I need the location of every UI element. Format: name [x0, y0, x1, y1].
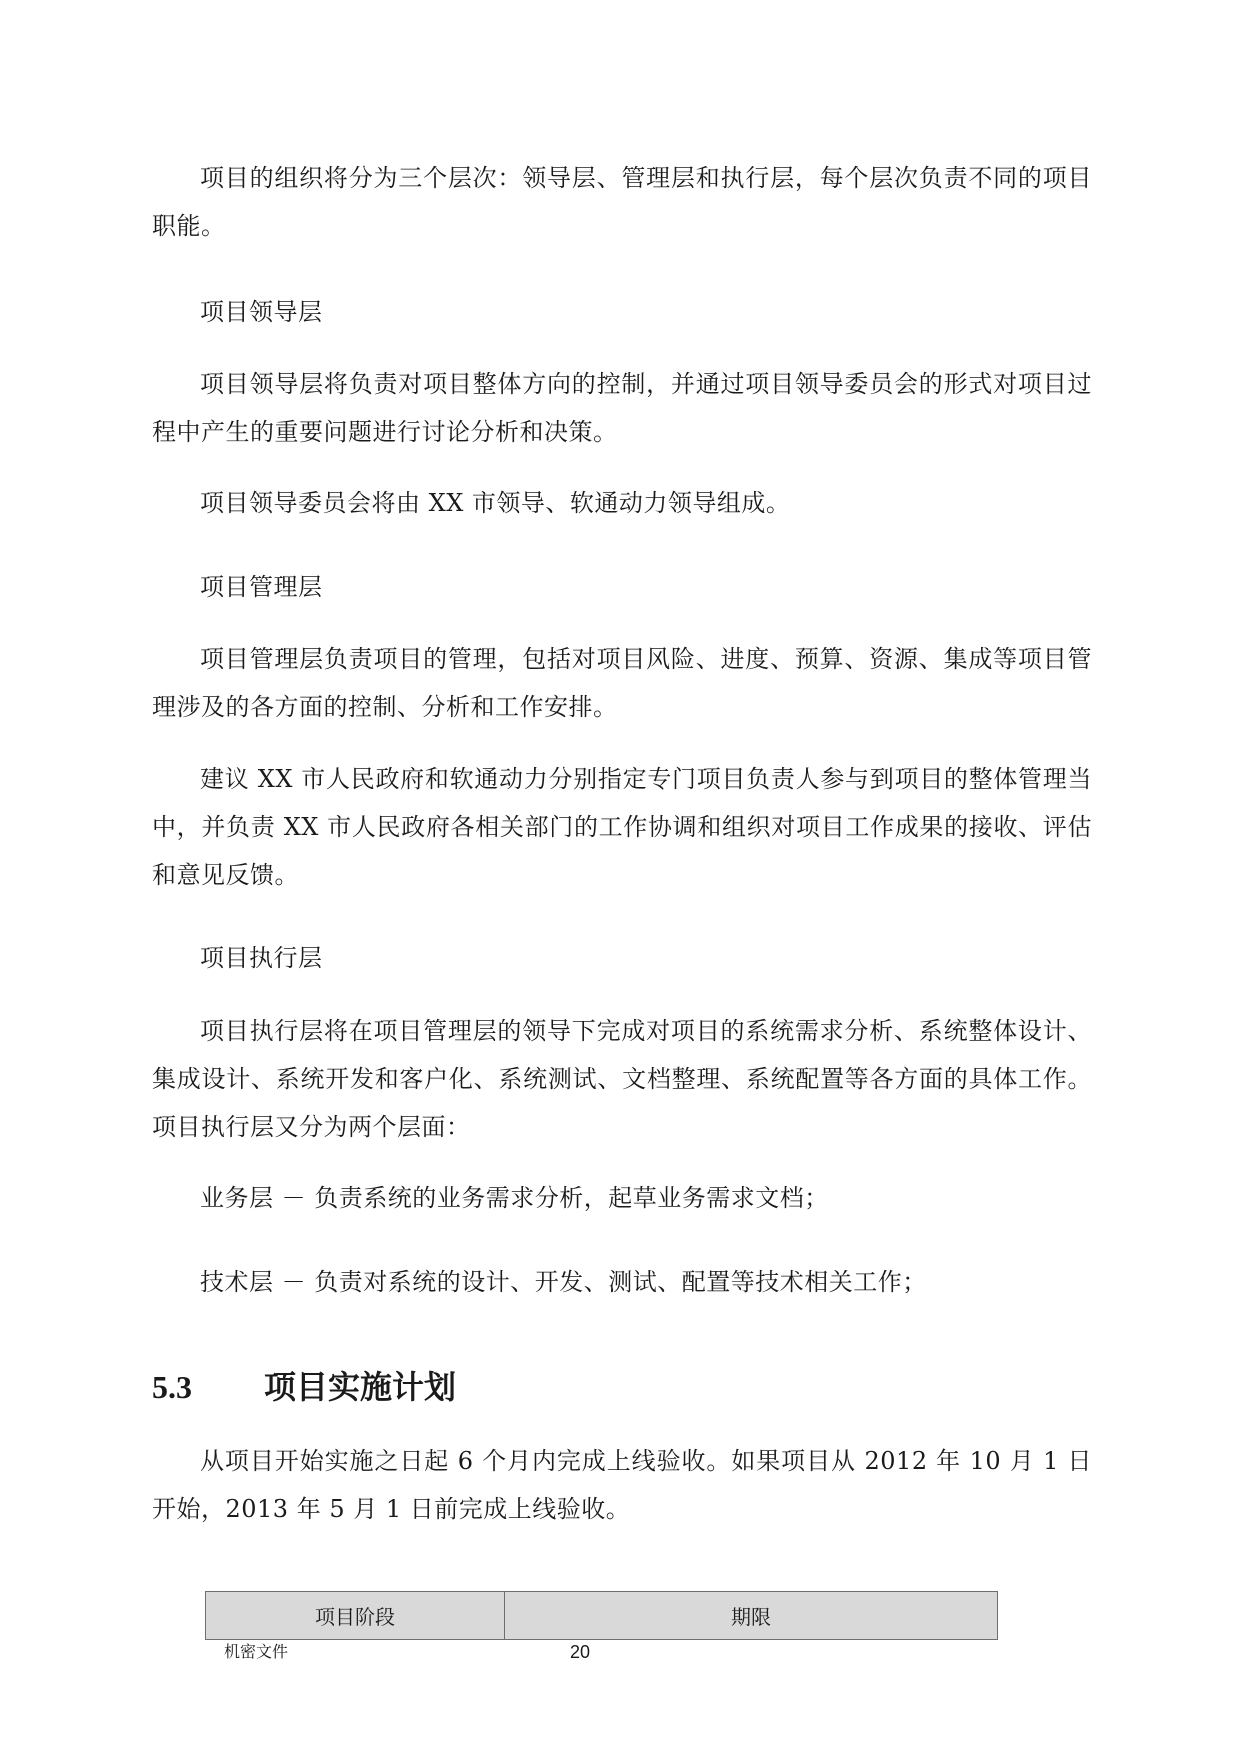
column-header-deadline: 期限 — [505, 1592, 998, 1640]
paragraph-leadership: 项目领导层将负责对项目整体方向的控制，并通过项目领导委员会的形式对项目过程中产生的重要问题进行讨论分析和决策。 — [152, 370, 1092, 446]
footer-page-number: 20 — [570, 1642, 591, 1662]
paragraph-schedule: 从项目开始实施之日起 6 个月内完成上线验收。如果项目从 2012 年 10 月 1 日开始，2013 年 5 月 1 日前完成上线验收。 — [152, 1447, 1092, 1523]
list-item-technical-layer: 技术层 － 负责对系统的设计、开发、测试、配置等技术相关工作； — [200, 1268, 927, 1296]
section-number: 5.3 — [152, 1369, 192, 1405]
paragraph-committee: 项目领导委员会将由 XX 市领导、软通动力领导组成。 — [200, 489, 791, 517]
table-header-row — [206, 1592, 998, 1640]
paragraph-management: 项目管理层负责项目的管理，包括对项目风险、进度、预算、资源、集成等项目管理涉及的各方面的控制、分析和工作安排。 — [152, 645, 1092, 721]
subheading-execution: 项目执行层 — [200, 944, 323, 972]
schedule-table — [205, 1591, 998, 1640]
subheading-leadership: 项目领导层 — [200, 298, 323, 326]
column-header-phase: 项目阶段 — [206, 1592, 505, 1640]
subheading-management: 项目管理层 — [200, 573, 323, 601]
paragraph-execution: 项目执行层将在项目管理层的领导下完成对项目的系统需求分析、系统整体设计、集成设计、系统开发和客户化、系统测试、文档整理、系统配置等各方面的具体工作。项目执行层又分为两个层面： — [152, 1017, 1092, 1141]
list-item-business-layer: 业务层 － 负责系统的业务需求分析，起草业务需求文档； — [200, 1184, 829, 1212]
paragraph-recommendation: 建议 XX 市人民政府和软通动力分别指定专门项目负责人参与到项目的整体管理当中，并负责 XX 市人民政府各相关部门的工作协调和组织对项目工作成果的接收、评估和意见反馈。 — [152, 765, 1092, 889]
section-heading — [152, 1363, 456, 1411]
section-title: 项目实施计划 — [264, 1368, 457, 1406]
footer-confidential-label: 机密文件 — [224, 1642, 289, 1661]
paragraph-organization: 项目的组织将分为三个层次：领导层、管理层和执行层，每个层次负责不同的项目职能。 — [152, 164, 1092, 240]
